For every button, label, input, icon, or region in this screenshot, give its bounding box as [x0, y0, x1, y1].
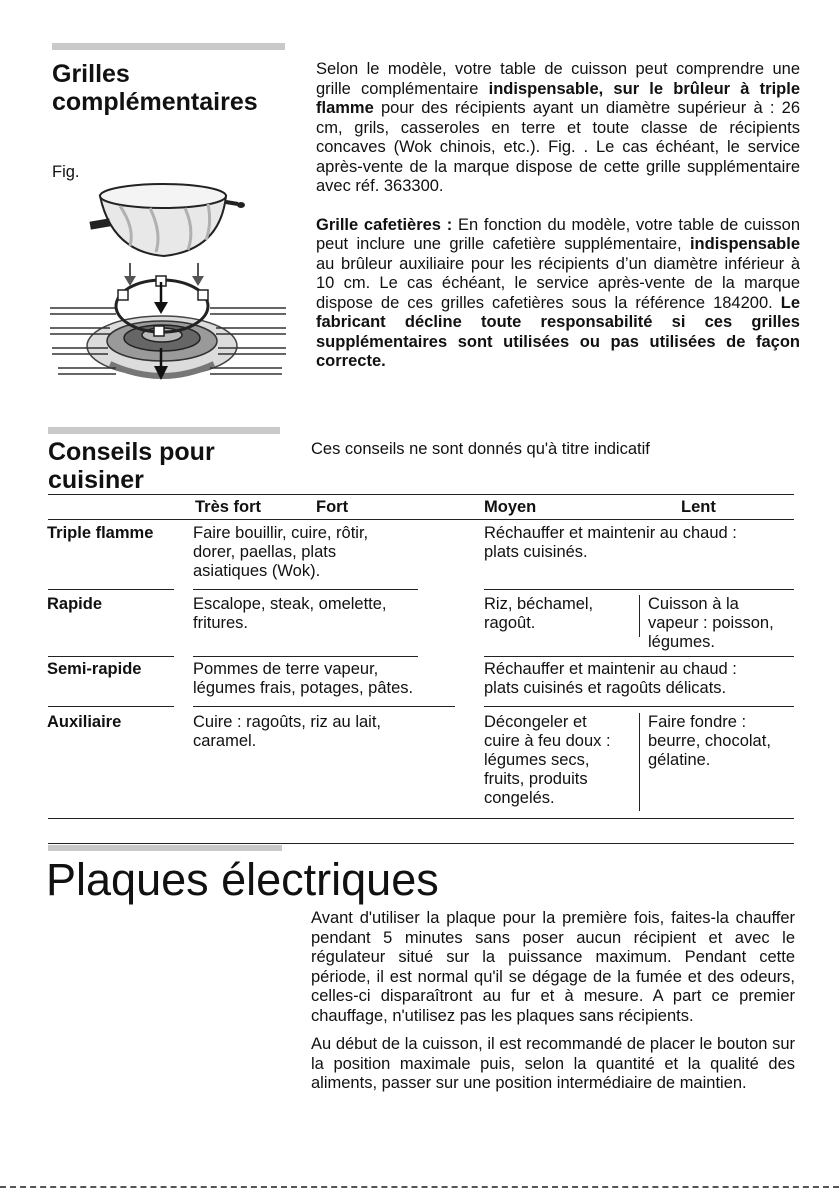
column-header-tres-fort: Très fort	[195, 498, 262, 516]
emphasis-text: indispensable, sur le brûleur à triple flamme	[316, 79, 800, 117]
section-bar-plaques	[48, 845, 282, 851]
row-rule	[484, 589, 794, 590]
row-rule	[193, 656, 418, 657]
cell-line: Décongeler et	[484, 713, 587, 731]
section-rule-plaques	[48, 843, 794, 844]
page-bottom-edge	[0, 1186, 839, 1188]
row-rule	[48, 706, 174, 707]
row-rule	[48, 656, 174, 657]
cell-rapide-lent	[648, 595, 774, 652]
grilles-paragraph-2	[316, 216, 800, 372]
cell-rapide-moyen	[484, 595, 593, 633]
cell-line: vapeur : poisson,	[648, 614, 774, 632]
table-top-rule	[48, 494, 794, 495]
figure-label: Fig.	[52, 163, 80, 181]
title-line-2: complémentaires	[52, 88, 258, 116]
cell-line: dorer, paellas, plats	[193, 543, 337, 561]
cell-line: Riz, béchamel,	[484, 595, 594, 613]
column-header-moyen: Moyen	[484, 498, 537, 516]
row-rule	[193, 589, 418, 590]
section-title-grilles	[52, 60, 292, 116]
table-bottom-rule	[48, 818, 794, 819]
section-title-conseils	[48, 438, 298, 494]
conseils-intro: Ces conseils ne sont donnés qu'à titre indicatif	[311, 440, 650, 458]
cell-line: ragoût.	[484, 614, 536, 632]
cell-line: asiatiques (Wok).	[193, 562, 321, 580]
disclaimer-text: Le fabricant décline toute responsabilité si ces grilles supplémentaires sont utilisées ou pas utilisées de façon correcte.	[316, 293, 801, 370]
cell-rapide-fort	[193, 595, 387, 633]
cell-line: légumes frais, potages, pâtes.	[193, 679, 414, 697]
cell-semi-fort	[193, 660, 413, 698]
column-header-fort: Fort	[316, 498, 349, 516]
cell-aux-fort	[193, 713, 381, 751]
cell-line: gélatine.	[648, 751, 711, 769]
cell-line: congelés.	[484, 789, 555, 807]
cell-line: Escalope, steak, omelette,	[193, 595, 387, 613]
row-rule	[484, 706, 794, 707]
cell-aux-moyen	[484, 713, 611, 808]
column-divider	[639, 595, 640, 637]
text-fragment: Selon le modèle, votre table de cuisson peut comprendre une grille complémentaire	[316, 60, 800, 98]
title-line-2: cuisiner	[48, 466, 144, 494]
grilles-paragraph-1	[316, 60, 800, 197]
emphasis-text: Grille cafetières :	[316, 215, 453, 234]
row-label-auxiliaire: Auxiliaire	[47, 713, 122, 731]
cell-line: légumes.	[648, 633, 715, 651]
column-divider	[639, 713, 640, 811]
cell-line: fritures.	[193, 614, 249, 632]
text-fragment: En fonction du modèle, votre table de cuisson peut inclure une grille cafetière supplémentaire,	[316, 215, 800, 253]
plaques-text	[311, 909, 795, 1094]
cell-line: beurre, chocolat,	[648, 732, 771, 750]
emphasis-text: indispensable	[689, 235, 800, 253]
cell-line: Cuisson à la	[648, 595, 739, 613]
section-bar-grilles	[52, 43, 285, 50]
title-line-1: Conseils pour	[48, 438, 215, 466]
cell-line: plats cuisinés et ragoûts délicats.	[484, 679, 727, 697]
row-rule	[193, 706, 455, 707]
header-rule	[48, 519, 794, 520]
section-bar-conseils	[48, 427, 280, 434]
wok-grid-figure	[50, 178, 290, 413]
plaques-paragraph-1: Avant d'utiliser la plaque pour la première fois, faites-la chauffer pendant 5 minutes sans poser aucun récipient et avec le régulateur situé sur la puissance maximum. Pendant cette période, il est normal qu'il se dégage de la fumée et des odeurs, celles-ci disparaîtront au fur et à mesure. A part ce premier chauffage, n'utilisez pas les plaques sans récipients.	[311, 909, 795, 1025]
row-rule	[48, 589, 174, 590]
cell-line: Faire bouillir, cuire, rôtir,	[193, 524, 369, 542]
cell-triple-moyen	[484, 524, 737, 562]
title-line-1: Grilles	[52, 60, 130, 88]
cell-line: Réchauffer et maintenir au chaud :	[484, 524, 737, 542]
plaques-paragraph-2: Au début de la cuisson, il est recommandé de placer le bouton sur la position maximale puis, selon la quantité et la qualité des aliments, passer sur une position intermédiaire de maintien.	[311, 1035, 795, 1092]
cell-line: Réchauffer et maintenir au chaud :	[484, 660, 737, 678]
cell-line: fruits, produits	[484, 770, 588, 788]
cell-line: Cuire : ragoûts, riz au lait,	[193, 713, 381, 731]
text-fragment: au brûleur auxiliaire pour les récipients d’un diamètre inférieur à 10 cm. Le cas échéant, le service après-vente de la marque dispose de ces grilles cafetières sous la référence 184200.	[316, 254, 800, 312]
section-title-plaques: Plaques électriques	[46, 854, 439, 905]
cell-line: plats cuisinés.	[484, 543, 588, 561]
row-label-rapide: Rapide	[47, 595, 103, 613]
row-rule	[484, 656, 794, 657]
grilles-text	[316, 60, 800, 372]
cell-semi-moyen	[484, 660, 737, 698]
column-header-lent: Lent	[681, 498, 716, 516]
row-label-semi-rapide: Semi-rapide	[47, 660, 142, 678]
cell-aux-lent	[648, 713, 771, 770]
cell-line: caramel.	[193, 732, 257, 750]
cell-line: cuire à feu doux :	[484, 732, 611, 750]
text-fragment: pour des récipients ayant un diamètre supérieur à : 26 cm, grils, casseroles en terre et toute classe de récipients concaves (Wok chinois, etc.). Fig. . Le cas échéant, le service après-vente de la marque dispose de cette grille supplémentaire avec réf. 363300.	[316, 99, 800, 195]
row-label-triple-flamme: Triple flamme	[47, 524, 154, 542]
cell-line: légumes secs,	[484, 751, 590, 769]
cell-line: Faire fondre :	[648, 713, 747, 731]
cell-line: Pommes de terre vapeur,	[193, 660, 379, 678]
cell-triple-fort	[193, 524, 368, 581]
